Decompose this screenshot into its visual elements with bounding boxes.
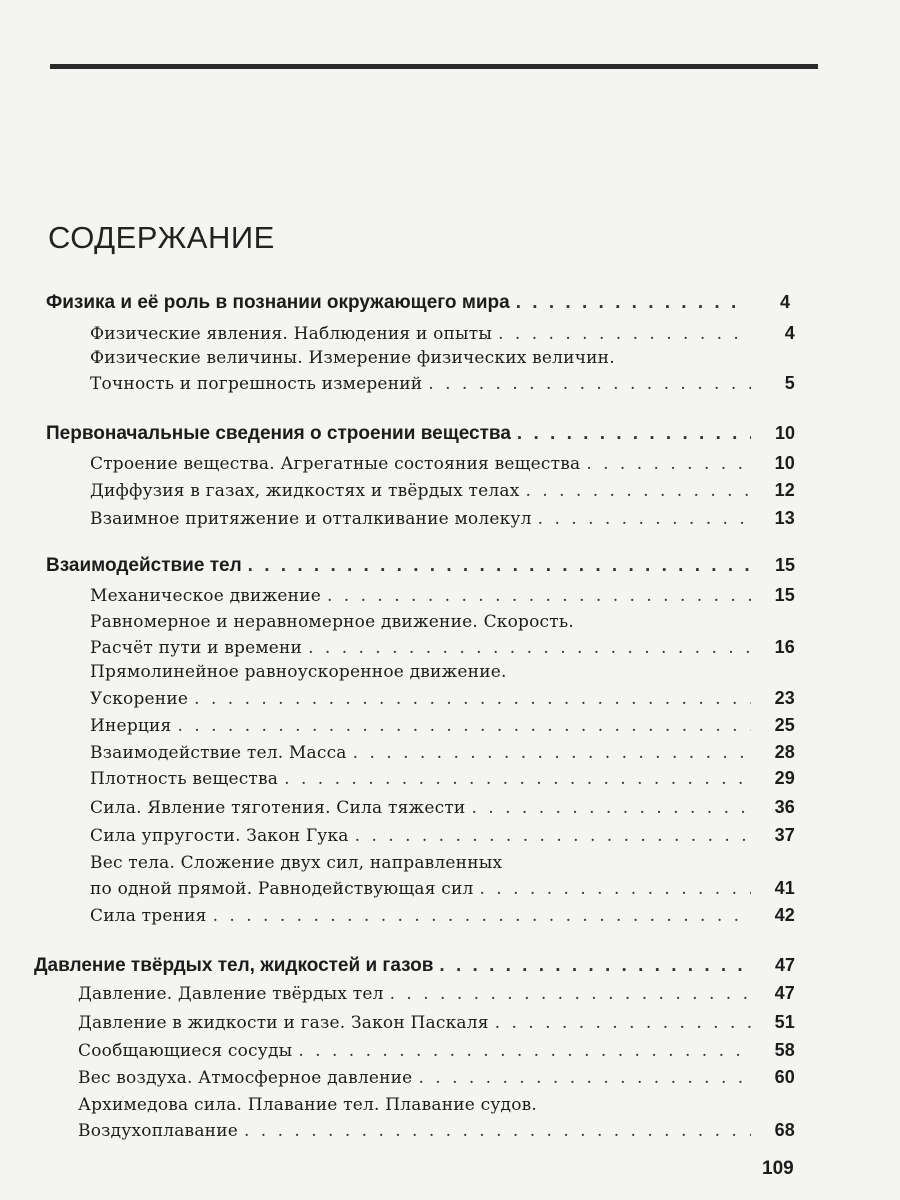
toc-entry-title: Давление. Давление твёрдых тел — [78, 984, 384, 1004]
toc-entry-title: Физические явления. Наблюдения и опыты — [90, 324, 493, 344]
toc-entry-page: 15 — [774, 555, 795, 575]
toc-chapter — [46, 555, 795, 581]
toc-entry-page: 4 — [784, 323, 795, 343]
dot-leader — [498, 324, 751, 344]
toc-entry-page: 47 — [774, 983, 795, 1003]
toc-entry-title: Взаимодействие тел — [46, 555, 242, 576]
toc-entry — [78, 1012, 795, 1038]
toc-entry — [90, 637, 795, 663]
dot-leader — [439, 955, 751, 977]
toc-entry — [78, 1067, 795, 1093]
toc-entry-title: Взаимодействие тел. Масса — [90, 743, 347, 763]
toc-entry — [78, 1040, 795, 1066]
dot-leader — [327, 586, 751, 606]
toc-entry-page: 12 — [774, 480, 795, 500]
toc-entry — [90, 825, 795, 851]
toc-entry-title: Ускорение — [90, 689, 189, 709]
toc-entry — [78, 1120, 795, 1146]
dot-leader — [480, 879, 752, 899]
toc-entry-page: 13 — [774, 508, 795, 528]
toc-entry — [78, 1095, 795, 1121]
dot-leader — [248, 555, 751, 577]
toc-entry-page: 28 — [774, 742, 795, 762]
toc-entry — [90, 373, 795, 399]
toc-entry-page: 41 — [774, 878, 795, 898]
toc-entry-title: Сообщающиеся сосуды — [78, 1041, 293, 1061]
toc-entry-title: Физика и её роль в познании окружающего мира — [46, 292, 510, 313]
toc-entry — [90, 905, 795, 931]
toc-entry — [90, 612, 795, 638]
dot-leader — [418, 1068, 751, 1088]
toc-entry-page: 29 — [774, 768, 795, 788]
dot-leader — [390, 984, 751, 1004]
toc-entry-title: Плотность вещества — [90, 769, 279, 789]
toc-entry-page: 51 — [774, 1012, 795, 1032]
toc-entry-title: Взаимное притяжение и отталкивание молекул — [90, 509, 532, 529]
dot-leader — [308, 638, 751, 658]
toc-entry-page: 16 — [774, 637, 795, 657]
toc-entry — [90, 453, 795, 479]
dot-leader — [525, 481, 751, 501]
toc-entry-title: Точность и погрешность измерений — [90, 374, 423, 394]
toc-entry-title: Физические величины. Измерение физических величин. — [90, 348, 615, 368]
toc-entry — [90, 688, 795, 714]
toc-entry-title: Прямолинейное равноускоренное движение. — [90, 662, 507, 682]
dot-leader — [517, 423, 751, 445]
toc-entry-title: Сила трения — [90, 906, 207, 926]
toc-entry — [90, 853, 795, 879]
toc-entry — [90, 715, 795, 741]
toc-entry — [90, 768, 795, 794]
toc-entry — [90, 662, 795, 688]
toc-entry-page: 25 — [774, 715, 795, 735]
dot-leader — [194, 689, 751, 709]
toc-entry-page: 60 — [774, 1067, 795, 1087]
dot-leader — [244, 1121, 751, 1141]
dot-leader — [471, 798, 751, 818]
toc-entry-title: Воздухоплавание — [78, 1121, 238, 1141]
dot-leader — [586, 454, 751, 474]
toc-entry-page: 10 — [774, 423, 795, 443]
dot-leader — [495, 1013, 751, 1033]
toc-entry-title: Сила упругости. Закон Гука — [90, 826, 349, 846]
toc-entry-page: 37 — [774, 825, 795, 845]
toc-entry-page: 23 — [774, 688, 795, 708]
toc-entry-title: Расчёт пути и времени — [90, 638, 303, 658]
toc-entry — [90, 585, 795, 611]
toc-entry-page: 15 — [774, 585, 795, 605]
dot-leader — [516, 292, 746, 314]
page-title: СОДЕРЖАНИЕ — [48, 220, 275, 255]
toc-entry-title: Архимедова сила. Плавание тел. Плавание судов. — [78, 1095, 538, 1115]
toc-entry-page: 47 — [774, 955, 795, 975]
toc-entry-page: 68 — [774, 1120, 795, 1140]
dot-leader — [353, 743, 751, 763]
toc-entry-page: 5 — [784, 373, 795, 393]
toc-entry-page: 42 — [774, 905, 795, 925]
toc-entry-title: Вес воздуха. Атмосферное давление — [78, 1068, 413, 1088]
toc-entry-title: Равномерное и неравномерное движение. Скорость. — [90, 612, 574, 632]
toc-chapter — [46, 423, 795, 449]
toc-entry — [90, 742, 795, 768]
dot-leader — [284, 769, 751, 789]
toc-entry — [90, 480, 795, 506]
dot-leader — [538, 509, 751, 529]
toc-entry — [90, 797, 795, 823]
toc-entry — [90, 348, 795, 374]
toc-entry-title: Диффузия в газах, жидкостях и твёрдых телах — [90, 481, 520, 501]
toc-entry-page: 36 — [774, 797, 795, 817]
toc-entry — [90, 878, 795, 904]
page-number: 109 — [762, 1158, 794, 1179]
toc-entry-title: Давление твёрдых тел, жидкостей и газов — [34, 955, 434, 976]
toc-entry-title: Давление в жидкости и газе. Закон Паскаля — [78, 1013, 489, 1033]
toc-entry-title: Инерция — [90, 716, 172, 736]
toc-entry — [90, 323, 795, 349]
dot-leader — [213, 906, 751, 926]
dot-leader — [298, 1041, 751, 1061]
toc-entry-title: Сила. Явление тяготения. Сила тяжести — [90, 798, 466, 818]
toc-entry-title: Первоначальные сведения о строении вещества — [46, 423, 511, 444]
toc-entry-page: 58 — [774, 1040, 795, 1060]
toc-entry-title: Механическое движение — [90, 586, 321, 606]
toc-entry-page: 4 — [779, 292, 790, 312]
toc-entry-title: Вес тела. Сложение двух сил, направленных — [90, 853, 503, 873]
dot-leader — [178, 716, 752, 736]
dot-leader — [355, 826, 751, 846]
toc-entry-page: 10 — [774, 453, 795, 473]
toc-entry — [90, 508, 795, 534]
toc-entry — [78, 983, 795, 1009]
toc-chapter — [34, 955, 795, 981]
dot-leader — [428, 374, 751, 394]
toc-entry-title: по одной прямой. Равнодействующая сил — [90, 879, 474, 899]
toc-entry-title: Строение вещества. Агрегатные состояния вещества — [90, 454, 581, 474]
toc-chapter — [46, 292, 790, 318]
